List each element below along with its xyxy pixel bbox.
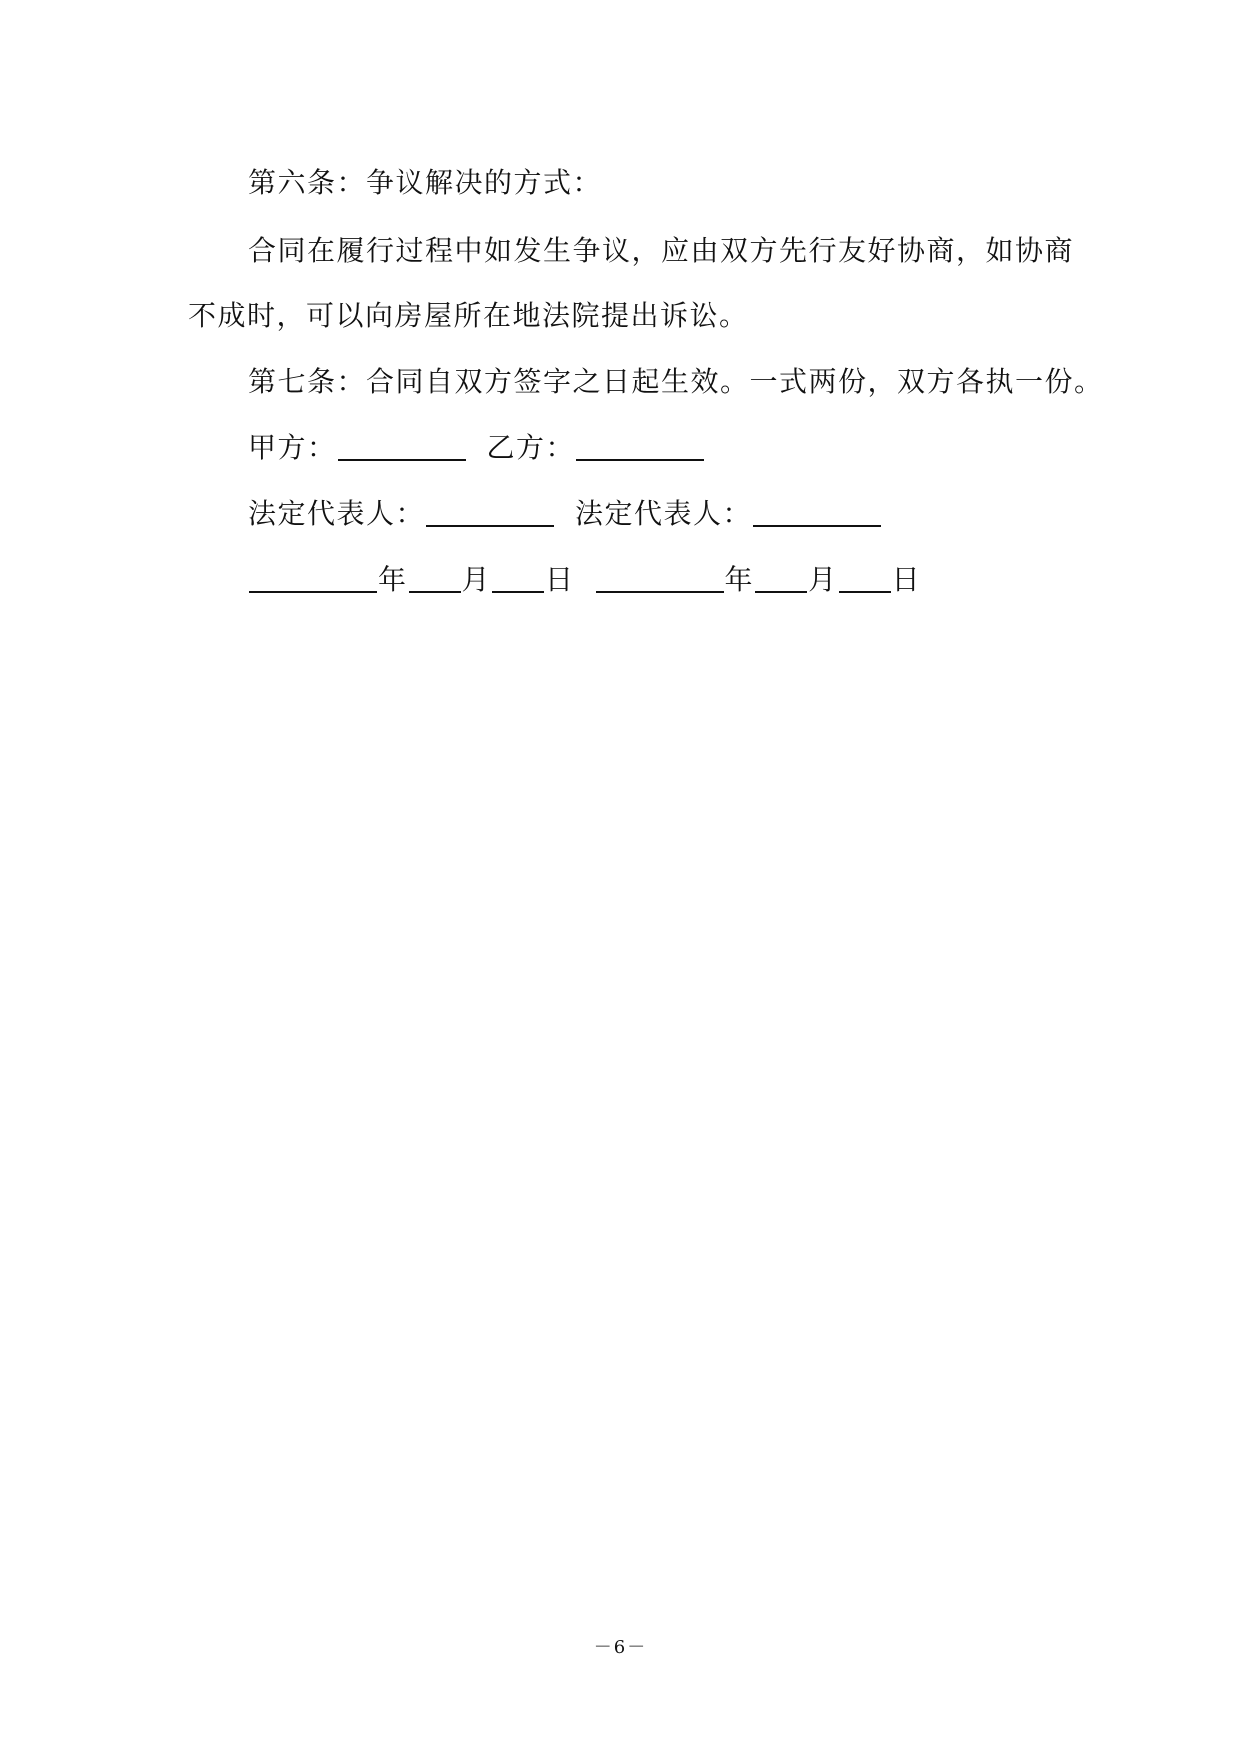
legal-rep-a-blank bbox=[426, 495, 554, 527]
article-6-body-line-2: 不成时，可以向房屋所在地法院提出诉讼。 bbox=[188, 299, 749, 332]
legal-rep-a-label: 法定代表人： bbox=[248, 497, 426, 530]
date-a-year-blank bbox=[249, 561, 377, 593]
date-a-year-label: 年 bbox=[378, 563, 408, 596]
article-6-heading: 第六条：争议解决的方式： bbox=[248, 166, 603, 199]
date-b-day-blank bbox=[839, 561, 891, 593]
legal-rep-line bbox=[248, 494, 882, 534]
article-6-body-line-1: 合同在履行过程中如发生争议，应由双方先行友好协商，如协商 bbox=[248, 234, 1075, 267]
date-a-day-blank bbox=[492, 561, 544, 593]
legal-rep-b-label: 法定代表人： bbox=[575, 497, 753, 530]
date-b-month-label: 月 bbox=[808, 563, 838, 596]
legal-rep-b-blank bbox=[753, 495, 881, 527]
date-a-month-blank bbox=[409, 561, 461, 593]
date-b-year-label: 年 bbox=[724, 563, 755, 596]
party-b-label: 乙方： bbox=[486, 431, 576, 464]
party-b-blank bbox=[576, 429, 704, 461]
party-a-blank bbox=[338, 429, 466, 461]
page-number: －6－ bbox=[593, 1637, 648, 1658]
article-7-text: 第七条：合同自双方签字之日起生效。一式两份，双方各执一份。 bbox=[248, 365, 1104, 398]
date-a-month-label: 月 bbox=[461, 563, 492, 596]
date-b-day-label: 日 bbox=[891, 563, 922, 596]
date-b-month-blank bbox=[755, 561, 807, 593]
date-b-year-blank bbox=[596, 561, 724, 593]
party-signature-line bbox=[248, 428, 705, 468]
party-a-label: 甲方： bbox=[248, 431, 337, 464]
date-a-day-label: 日 bbox=[545, 563, 575, 596]
date-line bbox=[248, 560, 921, 600]
